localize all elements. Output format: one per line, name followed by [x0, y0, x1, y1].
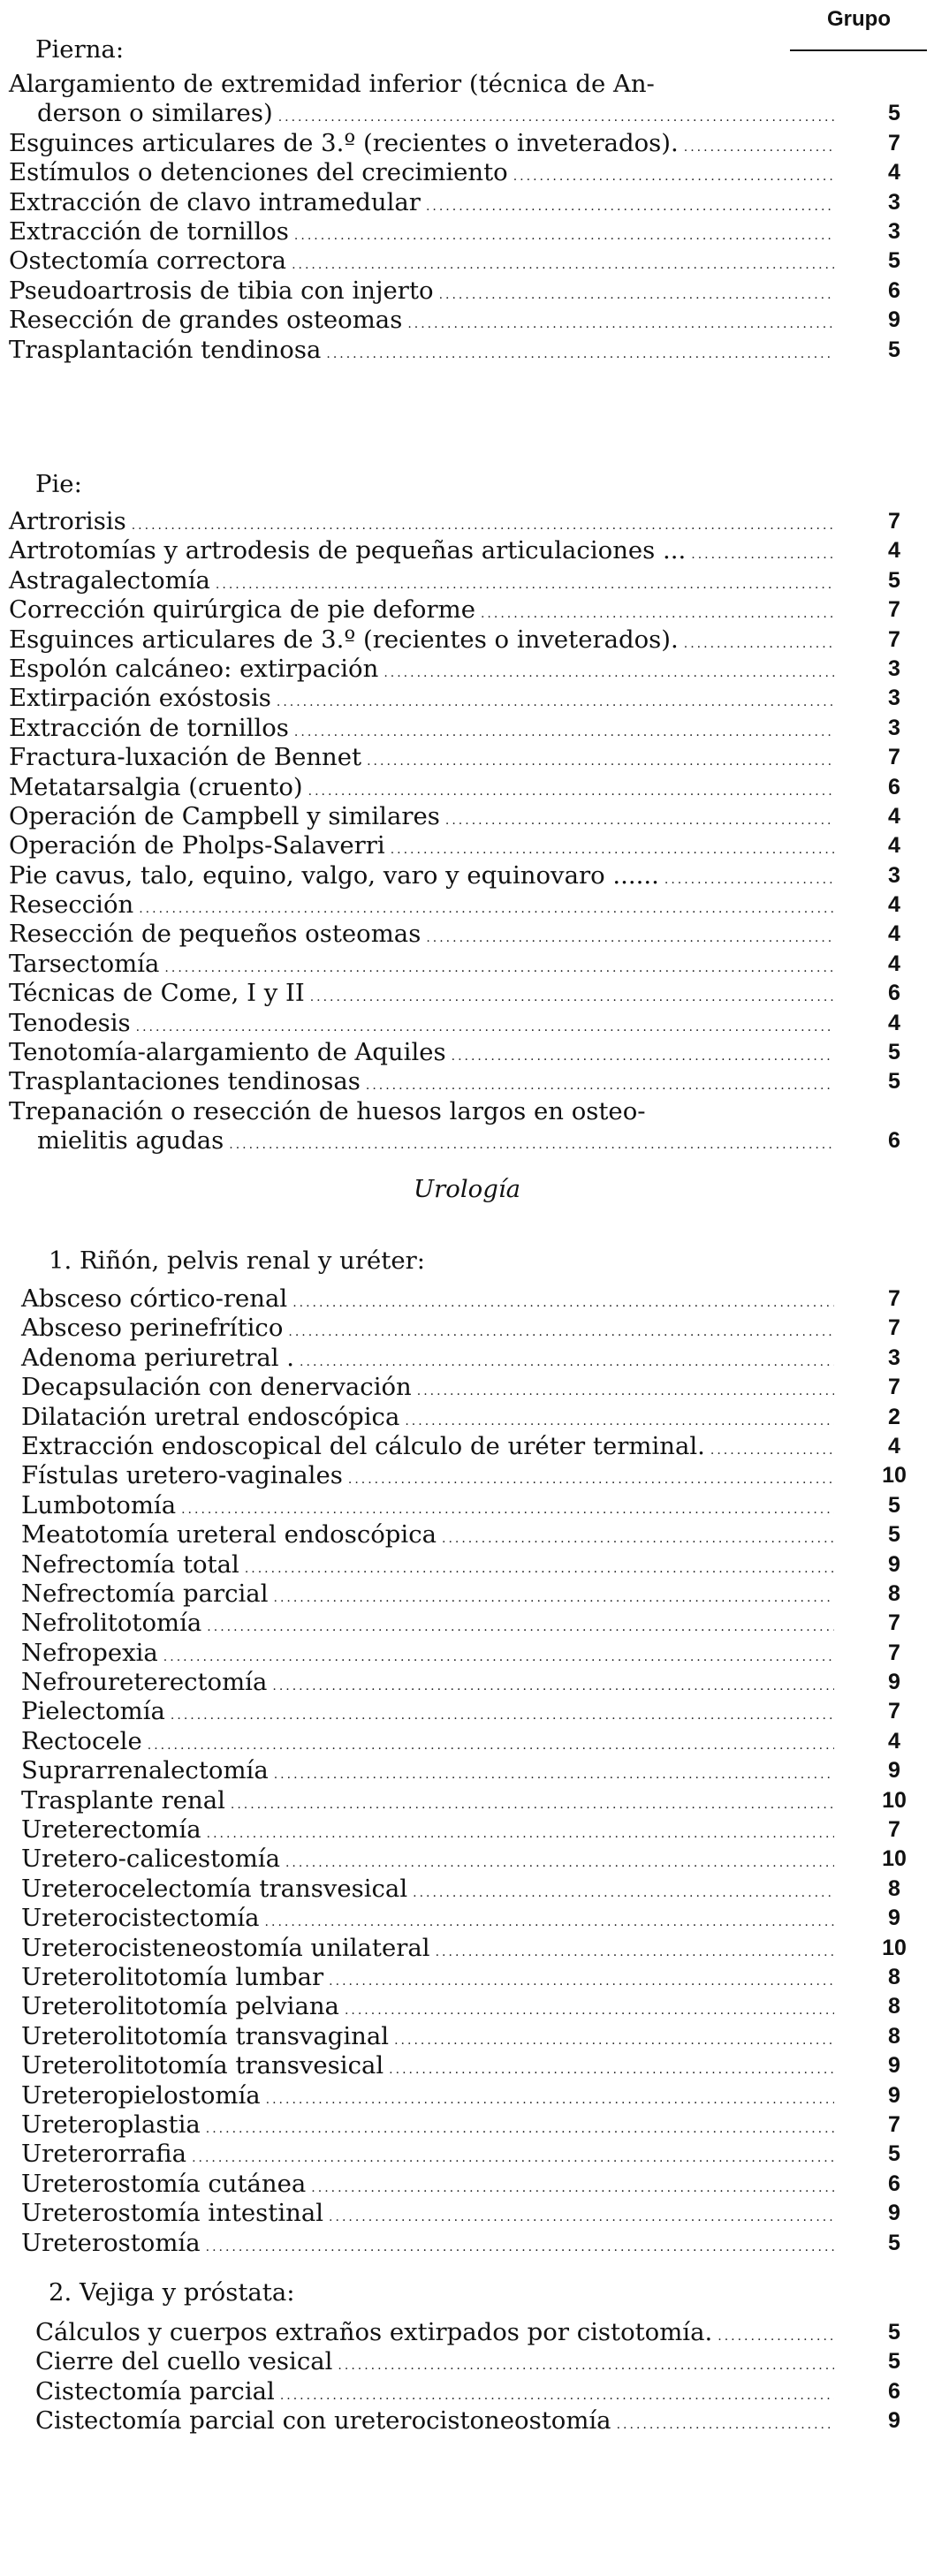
procedure-name: Dilatación uretral endoscópica: [21, 1402, 400, 1431]
procedure-name: Astragalectomía: [9, 565, 210, 595]
procedure-name: Ureterorrafia: [21, 2140, 187, 2169]
procedure-row: [9, 306, 921, 335]
procedure-name: Corrección quirúrgica de pie deforme: [9, 595, 475, 625]
procedure-row: [9, 507, 921, 536]
procedure-row: [9, 773, 921, 802]
procedure-row: [9, 979, 921, 1008]
procedure-name: Operación de Pholps-Salaverri: [9, 831, 385, 860]
section-title-rinon: 1. Riñón, pelvis renal y uréter:: [49, 1246, 426, 1275]
procedure-name: Cistectomía parcial con ureterocistoneostomía: [35, 2406, 611, 2436]
group-number: 9: [888, 2082, 900, 2108]
group-number: 6: [888, 1128, 900, 1154]
group-number: 6: [888, 277, 900, 303]
procedure-name: Ureterocelectomía transvesical: [21, 1874, 408, 1903]
procedure-row: [9, 158, 921, 187]
procedure-name: Esguinces articulares de 3.º (recientes o inveterados).: [9, 625, 679, 654]
section-title-urologia: Urología: [413, 1175, 521, 1203]
procedure-name: Extirpación exóstosis: [9, 684, 271, 713]
procedure-name: Rectocele: [21, 1726, 142, 1755]
procedure-name: Resección: [9, 890, 134, 920]
procedure-name: Absceso córtico-renal: [21, 1284, 288, 1313]
procedure-row: [21, 1756, 921, 1785]
group-number: 6: [888, 2171, 900, 2196]
procedure-row: [21, 1639, 921, 1668]
procedure-name: Nefrectomía total: [21, 1549, 239, 1579]
group-number: 7: [888, 597, 900, 623]
group-number: 6: [888, 774, 900, 799]
procedure-name: Ureterocisteneostomía unilateral: [21, 1933, 430, 1962]
procedure-name-line: Alargamiento de extremidad inferior (técnica de An-: [9, 70, 655, 98]
procedure-name: Tenodesis: [9, 1008, 131, 1037]
group-number: 5: [888, 2141, 900, 2167]
group-number: 4: [888, 1728, 900, 1754]
group-number: 10: [882, 1846, 907, 1872]
group-number: 7: [888, 745, 900, 770]
group-number: 4: [888, 921, 900, 947]
dot-leader: [229, 1131, 834, 1160]
group-number: 9: [888, 2201, 900, 2226]
procedure-row: [9, 1067, 921, 1096]
procedure-name: derson o similares): [37, 99, 273, 128]
group-number: 7: [888, 130, 900, 155]
header-rule: [790, 49, 927, 51]
procedure-row: [9, 217, 921, 246]
procedure-row: [21, 1491, 921, 1520]
group-number: 9: [888, 1905, 900, 1931]
procedure-row: [9, 890, 921, 920]
group-number: 4: [888, 538, 900, 564]
group-number: 7: [888, 1315, 900, 1341]
group-number: 2: [888, 1404, 900, 1429]
procedure-name: Tarsectomía: [9, 949, 160, 978]
group-number: 7: [888, 1640, 900, 1665]
procedure-name: Resección de pequeños osteomas: [9, 920, 421, 949]
group-number: 9: [888, 1551, 900, 1577]
procedure-name: Nefrolitotomía: [21, 1609, 202, 1638]
procedure-name-line: Trepanación o resección de huesos largos en osteo-: [9, 1096, 646, 1125]
procedure-row: [9, 1009, 921, 1038]
procedure-row: [21, 1786, 921, 1815]
procedure-row: [21, 1992, 921, 2021]
group-number: 8: [888, 1875, 900, 1901]
procedure-name: Nefrectomía parcial: [21, 1579, 269, 1608]
procedure-row: [9, 1038, 921, 1067]
procedure-row: [21, 1727, 921, 1756]
group-number: 4: [888, 160, 900, 186]
procedure-row: [21, 2081, 921, 2110]
group-number: 6: [888, 2378, 900, 2404]
procedure-name: Trasplantación tendinosa: [9, 335, 322, 364]
group-number: 9: [888, 2053, 900, 2079]
procedure-name: Adenoma periuretral .: [21, 1343, 295, 1372]
procedure-name: Uretero-calicestomía: [21, 1845, 280, 1874]
dot-leader: [206, 2233, 834, 2262]
group-number: 3: [888, 655, 900, 681]
procedure-row: [21, 1875, 921, 1904]
procedure-row: [35, 2377, 921, 2406]
procedure-row: [21, 2140, 921, 2169]
procedure-row: [21, 1520, 921, 1549]
list-rinon: [21, 1284, 921, 2258]
group-number: 9: [888, 2408, 900, 2434]
group-number: 6: [888, 981, 900, 1006]
group-number: 5: [888, 2349, 900, 2375]
group-number: 3: [888, 1345, 900, 1370]
grupo-column-header: Grupo: [827, 7, 891, 31]
procedure-name: Ostectomía correctora: [9, 246, 287, 276]
procedure-row: [9, 99, 921, 128]
group-number: 9: [888, 1670, 900, 1695]
procedure-row: [21, 1550, 921, 1580]
group-number: 3: [888, 862, 900, 888]
procedure-name: Trasplante renal: [21, 1785, 225, 1815]
procedure-name: Cistectomía parcial: [35, 2376, 275, 2406]
procedure-row: [9, 1126, 921, 1155]
procedure-name: Metatarsalgia (cruento): [9, 772, 303, 801]
procedure-name: mielitis agudas: [37, 1126, 224, 1155]
procedure-row: [21, 2199, 921, 2228]
procedure-row: [9, 277, 921, 306]
procedure-row: [9, 188, 921, 217]
group-number: 7: [888, 2111, 900, 2137]
group-number: 3: [888, 218, 900, 244]
procedure-name: Tenotomía-alargamiento de Aquiles: [9, 1038, 446, 1067]
procedure-row: [21, 2022, 921, 2051]
group-number: 8: [888, 1994, 900, 2019]
dot-leader: [366, 1072, 834, 1101]
group-number: 7: [888, 626, 900, 652]
procedure-name: Ureterocistectomía: [21, 1904, 260, 1933]
group-number: 4: [888, 803, 900, 829]
group-number: 4: [888, 951, 900, 976]
procedure-name: Espolón calcáneo: extirpación: [9, 654, 379, 683]
procedure-row: [9, 802, 921, 831]
procedure-row: [21, 2170, 921, 2199]
procedure-name: Artrotomías y artrodesis de pequeñas articulaciones ...: [9, 536, 687, 565]
procedure-name: Meatotomía ureteral endoscópica: [21, 1520, 437, 1549]
group-number: 10: [882, 1463, 907, 1489]
procedure-row: [21, 2110, 921, 2140]
group-number: 8: [888, 1580, 900, 1606]
list-pie: [9, 507, 921, 1156]
section-title-pierna: Pierna:: [35, 35, 125, 64]
procedure-row: [9, 336, 921, 365]
procedure-name: Operación de Campbell y similares: [9, 801, 440, 830]
procedure-row: [9, 861, 921, 890]
procedure-name: Decapsulación con denervación: [21, 1373, 412, 1402]
procedure-row: [9, 655, 921, 684]
list-pierna: [9, 70, 921, 365]
section-title-vejiga: 2. Vejiga y próstata:: [49, 2278, 295, 2307]
group-number: 7: [888, 1699, 900, 1724]
group-number: 5: [888, 248, 900, 274]
procedure-row: [9, 246, 921, 276]
procedure-name: Suprarrenalectomía: [21, 1756, 269, 1785]
procedure-row: [35, 2347, 921, 2376]
procedure-row: [21, 1815, 921, 1845]
group-number: 8: [888, 1964, 900, 1989]
group-number: 4: [888, 1433, 900, 1458]
procedure-row: [9, 920, 921, 949]
group-number: 7: [888, 509, 900, 534]
procedure-name: Resección de grandes osteomas: [9, 306, 403, 335]
procedure-name: Fractura-luxación de Bennet: [9, 743, 362, 772]
group-number: 7: [888, 1286, 900, 1311]
procedure-name: Ureterostomía cutánea: [21, 2169, 307, 2198]
group-number: 7: [888, 1817, 900, 1843]
procedure-name: Ureterolitotomía lumbar: [21, 1962, 324, 1991]
procedure-row: [21, 1904, 921, 1933]
procedure-name: Extracción endoscopical del cálculo de uréter terminal.: [21, 1431, 705, 1460]
group-number: 5: [888, 1040, 900, 1065]
procedure-row: [9, 743, 921, 772]
procedure-row: [9, 536, 921, 565]
procedure-row: [21, 1403, 921, 1432]
procedure-name: Fístulas uretero-vaginales: [21, 1461, 343, 1490]
procedure-row: [35, 2318, 921, 2347]
group-number: 5: [888, 567, 900, 593]
group-number: 5: [888, 2320, 900, 2345]
procedure-name: Lumbotomía: [21, 1490, 177, 1519]
procedure-name: Trasplantaciones tendinosas: [9, 1067, 361, 1096]
procedure-row: [21, 1314, 921, 1343]
group-number: 7: [888, 1610, 900, 1636]
group-number: 10: [882, 1787, 907, 1813]
group-number: 9: [888, 307, 900, 333]
procedure-row: [21, 1373, 921, 1402]
group-number: 7: [888, 1375, 900, 1400]
procedure-name: Nefroureterectomía: [21, 1668, 268, 1697]
procedure-row: [21, 1845, 921, 1874]
procedure-name: Cierre del cuello vesical: [35, 2347, 333, 2376]
procedure-name: Ureterostomía intestinal: [21, 2199, 324, 2228]
procedure-row: [21, 1432, 921, 1461]
procedure-row: [21, 1580, 921, 1609]
procedure-row: [21, 1609, 921, 1638]
dot-leader: [617, 2411, 834, 2440]
procedure-row: [9, 831, 921, 860]
procedure-row: [21, 2051, 921, 2080]
procedure-name: Ureteroplastia: [21, 2110, 201, 2139]
procedure-row: [9, 129, 921, 158]
group-number: 10: [882, 1935, 907, 1960]
group-number: 5: [888, 1069, 900, 1095]
group-number: 3: [888, 686, 900, 711]
procedure-name: Estímulos o detenciones del crecimiento: [9, 158, 508, 187]
procedure-row: [9, 566, 921, 595]
group-number: 4: [888, 1010, 900, 1035]
procedure-row: [9, 714, 921, 743]
group-number: 3: [888, 189, 900, 215]
group-number: 5: [888, 2230, 900, 2255]
group-number: 5: [888, 337, 900, 362]
procedure-name: Extracción de tornillos: [9, 216, 289, 246]
group-number: 5: [888, 1492, 900, 1518]
list-vejiga: [35, 2318, 921, 2436]
procedure-row: [9, 625, 921, 655]
procedure-name: Ureterolitotomía pelviana: [21, 1992, 339, 2021]
procedure-name: Ureteropielostomía: [21, 2080, 261, 2110]
group-number: 5: [888, 1522, 900, 1548]
procedure-name: Pseudoartrosis de tibia con injerto: [9, 276, 434, 305]
dot-leader: [326, 340, 834, 369]
group-number: 5: [888, 101, 900, 126]
procedure-name: Esguinces articulares de 3.º (recientes o inveterados).: [9, 128, 679, 157]
procedure-row: [21, 1461, 921, 1490]
procedure-row: [21, 1344, 921, 1373]
procedure-row: [21, 1934, 921, 1963]
procedure-name: Extracción de tornillos: [9, 713, 289, 742]
group-number: 4: [888, 892, 900, 918]
procedure-row: [21, 2229, 921, 2258]
procedure-name: Absceso perinefrítico: [21, 1314, 284, 1343]
procedure-name: Extracción de clavo intramedular: [9, 187, 421, 216]
group-number: 4: [888, 833, 900, 859]
procedure-row: [21, 1284, 921, 1314]
procedure-name: Ureterolitotomía transvaginal: [21, 2021, 390, 2050]
procedure-row: [21, 1668, 921, 1697]
procedure-name: Pielectomía: [21, 1697, 165, 1726]
procedure-name: Técnicas de Come, I y II: [9, 979, 305, 1008]
procedure-name: Ureterectomía: [21, 1815, 201, 1845]
procedure-row: [35, 2406, 921, 2436]
group-number: 9: [888, 1758, 900, 1784]
procedure-name: Artrorisis: [9, 507, 126, 535]
group-number: 3: [888, 715, 900, 740]
procedure-name: Pie cavus, talo, equino, valgo, varo y equinovaro ......: [9, 860, 659, 890]
section-title-pie: Pie:: [35, 470, 82, 498]
procedure-row: [9, 595, 921, 625]
procedure-name: Ureterolitotomía transvesical: [21, 2051, 384, 2080]
group-number: 8: [888, 2023, 900, 2049]
procedure-name: Ureterostomía: [21, 2228, 201, 2257]
procedure-row: [9, 684, 921, 713]
procedure-name: Nefropexia: [21, 1638, 158, 1667]
procedure-row: [9, 950, 921, 979]
procedure-name: Cálculos y cuerpos extraños extirpados por cistotomía.: [35, 2318, 713, 2346]
procedure-row: [21, 1963, 921, 1992]
procedure-row: [21, 1697, 921, 1726]
